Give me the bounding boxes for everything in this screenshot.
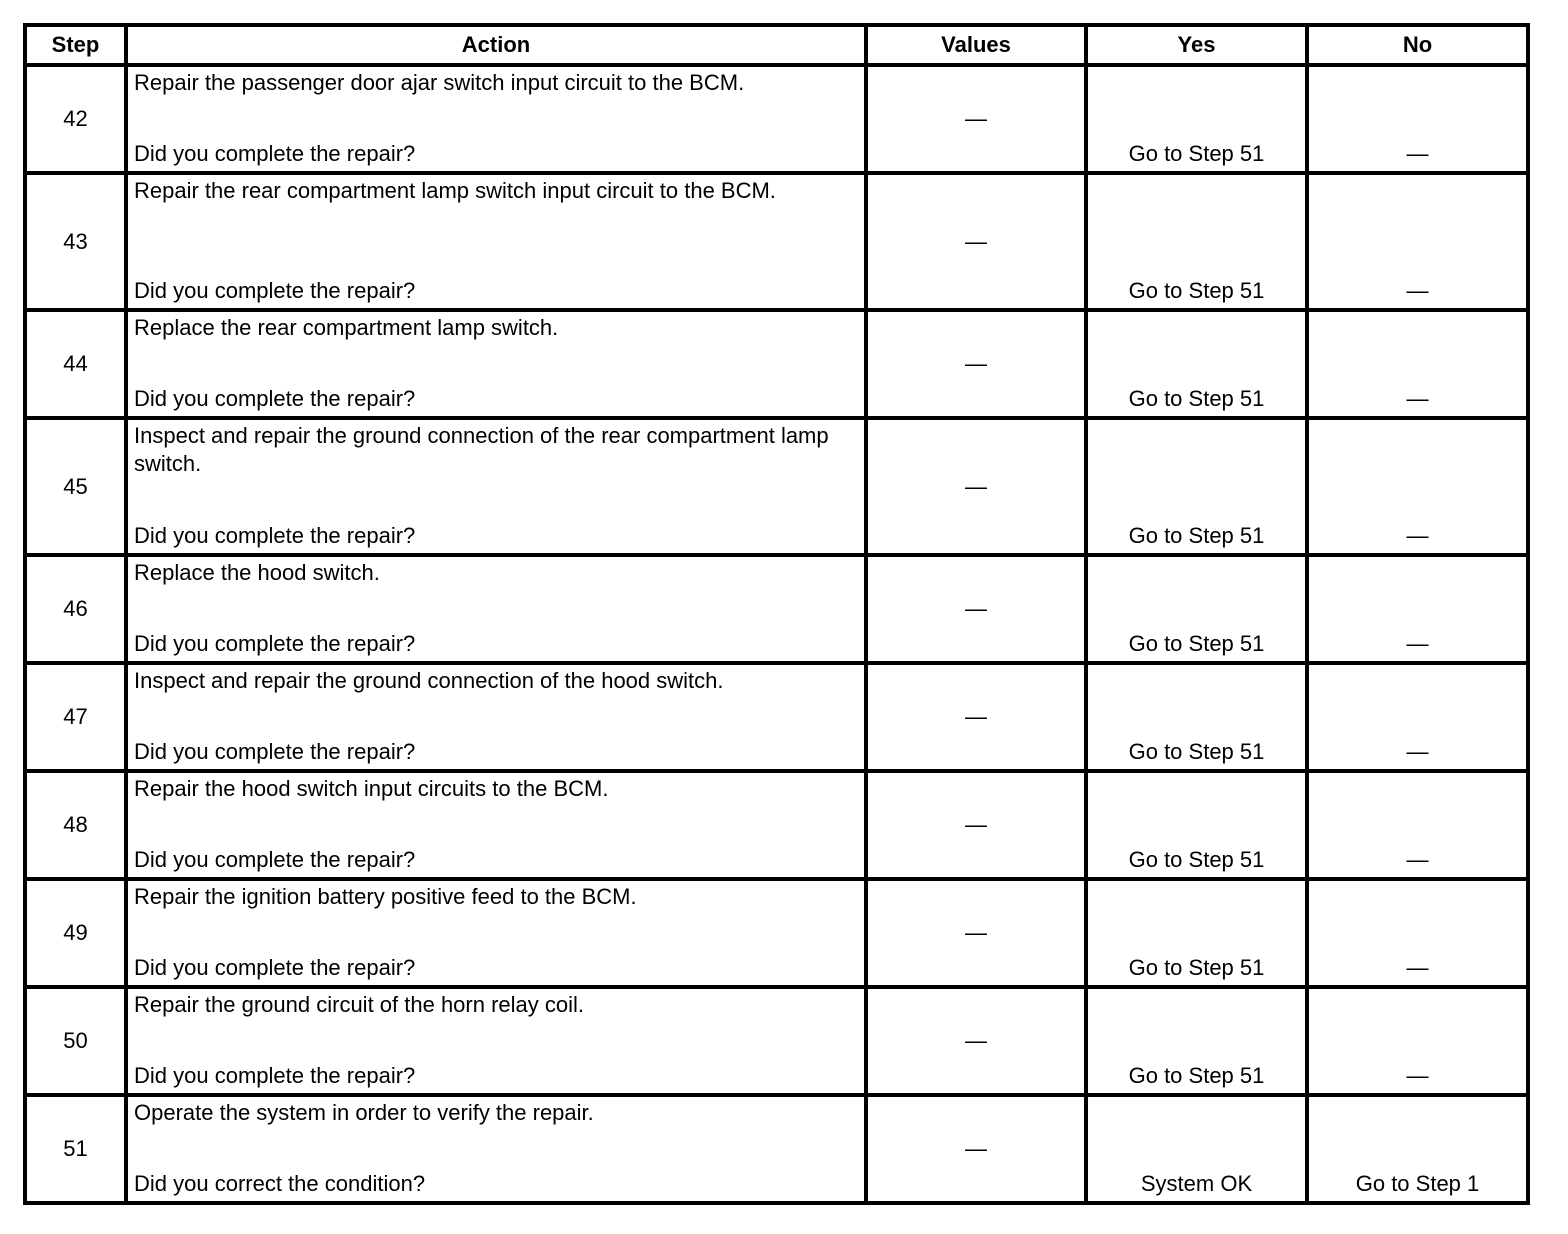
no-cell: Go to Step 1 [1307,1095,1528,1203]
yes-cell: Go to Step 51 [1086,987,1307,1095]
table-row [25,65,1528,173]
no-cell: — [1307,987,1528,1095]
table-row [25,987,1528,1095]
action-question: Did you complete the repair? [134,386,416,411]
table-row [25,879,1528,987]
diagnostic-table [23,23,1530,1205]
values-cell: — [866,418,1086,555]
action-cell [126,879,866,987]
table-row [25,418,1528,555]
values-cell: — [866,65,1086,173]
action-question: Did you complete the repair? [134,739,416,764]
action-cell [126,173,866,310]
no-cell: — [1307,418,1528,555]
header-action: Action [126,25,866,65]
values-cell: — [866,555,1086,663]
step-number: 47 [25,663,126,771]
values-cell: — [866,879,1086,987]
action-instruction: Replace the rear compartment lamp switch. [134,315,559,340]
yes-cell: Go to Step 51 [1086,771,1307,879]
action-cell [126,663,866,771]
step-number: 51 [25,1095,126,1203]
action-question: Did you complete the repair? [134,847,416,872]
action-cell [126,555,866,663]
action-question: Did you correct the condition? [134,1171,426,1196]
action-instruction: Replace the hood switch. [134,560,380,585]
step-number: 44 [25,310,126,418]
header-row [25,25,1528,65]
table-row [25,663,1528,771]
header-no: No [1307,25,1528,65]
table-header [25,25,1528,65]
action-cell [126,987,866,1095]
action-instruction: Repair the passenger door ajar switch input circuit to the BCM. [134,70,745,95]
action-instruction: Repair the ground circuit of the horn relay coil. [134,992,585,1017]
step-number: 42 [25,65,126,173]
action-question: Did you complete the repair? [134,1063,416,1088]
action-cell [126,310,866,418]
yes-cell: Go to Step 51 [1086,65,1307,173]
action-instruction: Operate the system in order to verify the repair. [134,1100,594,1125]
action-cell [126,418,866,555]
action-cell [126,771,866,879]
action-question: Did you complete the repair? [134,523,416,548]
step-number: 46 [25,555,126,663]
action-instruction: Repair the ignition battery positive feed to the BCM. [134,884,637,909]
step-number: 48 [25,771,126,879]
action-cell [126,1095,866,1203]
yes-cell: Go to Step 51 [1086,418,1307,555]
values-cell: — [866,310,1086,418]
table-row [25,1095,1528,1203]
values-cell: — [866,173,1086,310]
table-row [25,310,1528,418]
header-yes: Yes [1086,25,1307,65]
no-cell: — [1307,310,1528,418]
yes-cell: Go to Step 51 [1086,173,1307,310]
values-cell: — [866,771,1086,879]
no-cell: — [1307,173,1528,310]
values-cell: — [866,987,1086,1095]
values-cell: — [866,663,1086,771]
no-cell: — [1307,65,1528,173]
table-row [25,555,1528,663]
no-cell: — [1307,879,1528,987]
action-instruction: Repair the rear compartment lamp switch input circuit to the BCM. [134,178,776,203]
step-number: 43 [25,173,126,310]
step-number: 49 [25,879,126,987]
header-values: Values [866,25,1086,65]
no-cell: — [1307,771,1528,879]
no-cell: — [1307,663,1528,771]
step-number: 45 [25,418,126,555]
action-instruction: Inspect and repair the ground connection of the rear compartment lamp switch. [134,423,829,476]
action-instruction: Repair the hood switch input circuits to the BCM. [134,776,609,801]
action-question: Did you complete the repair? [134,955,416,980]
header-step: Step [25,25,126,65]
action-question: Did you complete the repair? [134,631,416,656]
yes-cell: Go to Step 51 [1086,310,1307,418]
action-question: Did you complete the repair? [134,141,416,166]
step-number: 50 [25,987,126,1095]
table-body [25,65,1528,1203]
table-row [25,771,1528,879]
values-cell: — [866,1095,1086,1203]
yes-cell: Go to Step 51 [1086,879,1307,987]
action-cell [126,65,866,173]
yes-cell: System OK [1086,1095,1307,1203]
action-instruction: Inspect and repair the ground connection of the hood switch. [134,668,724,693]
action-question: Did you complete the repair? [134,278,416,303]
no-cell: — [1307,555,1528,663]
yes-cell: Go to Step 51 [1086,555,1307,663]
table-row [25,173,1528,310]
yes-cell: Go to Step 51 [1086,663,1307,771]
